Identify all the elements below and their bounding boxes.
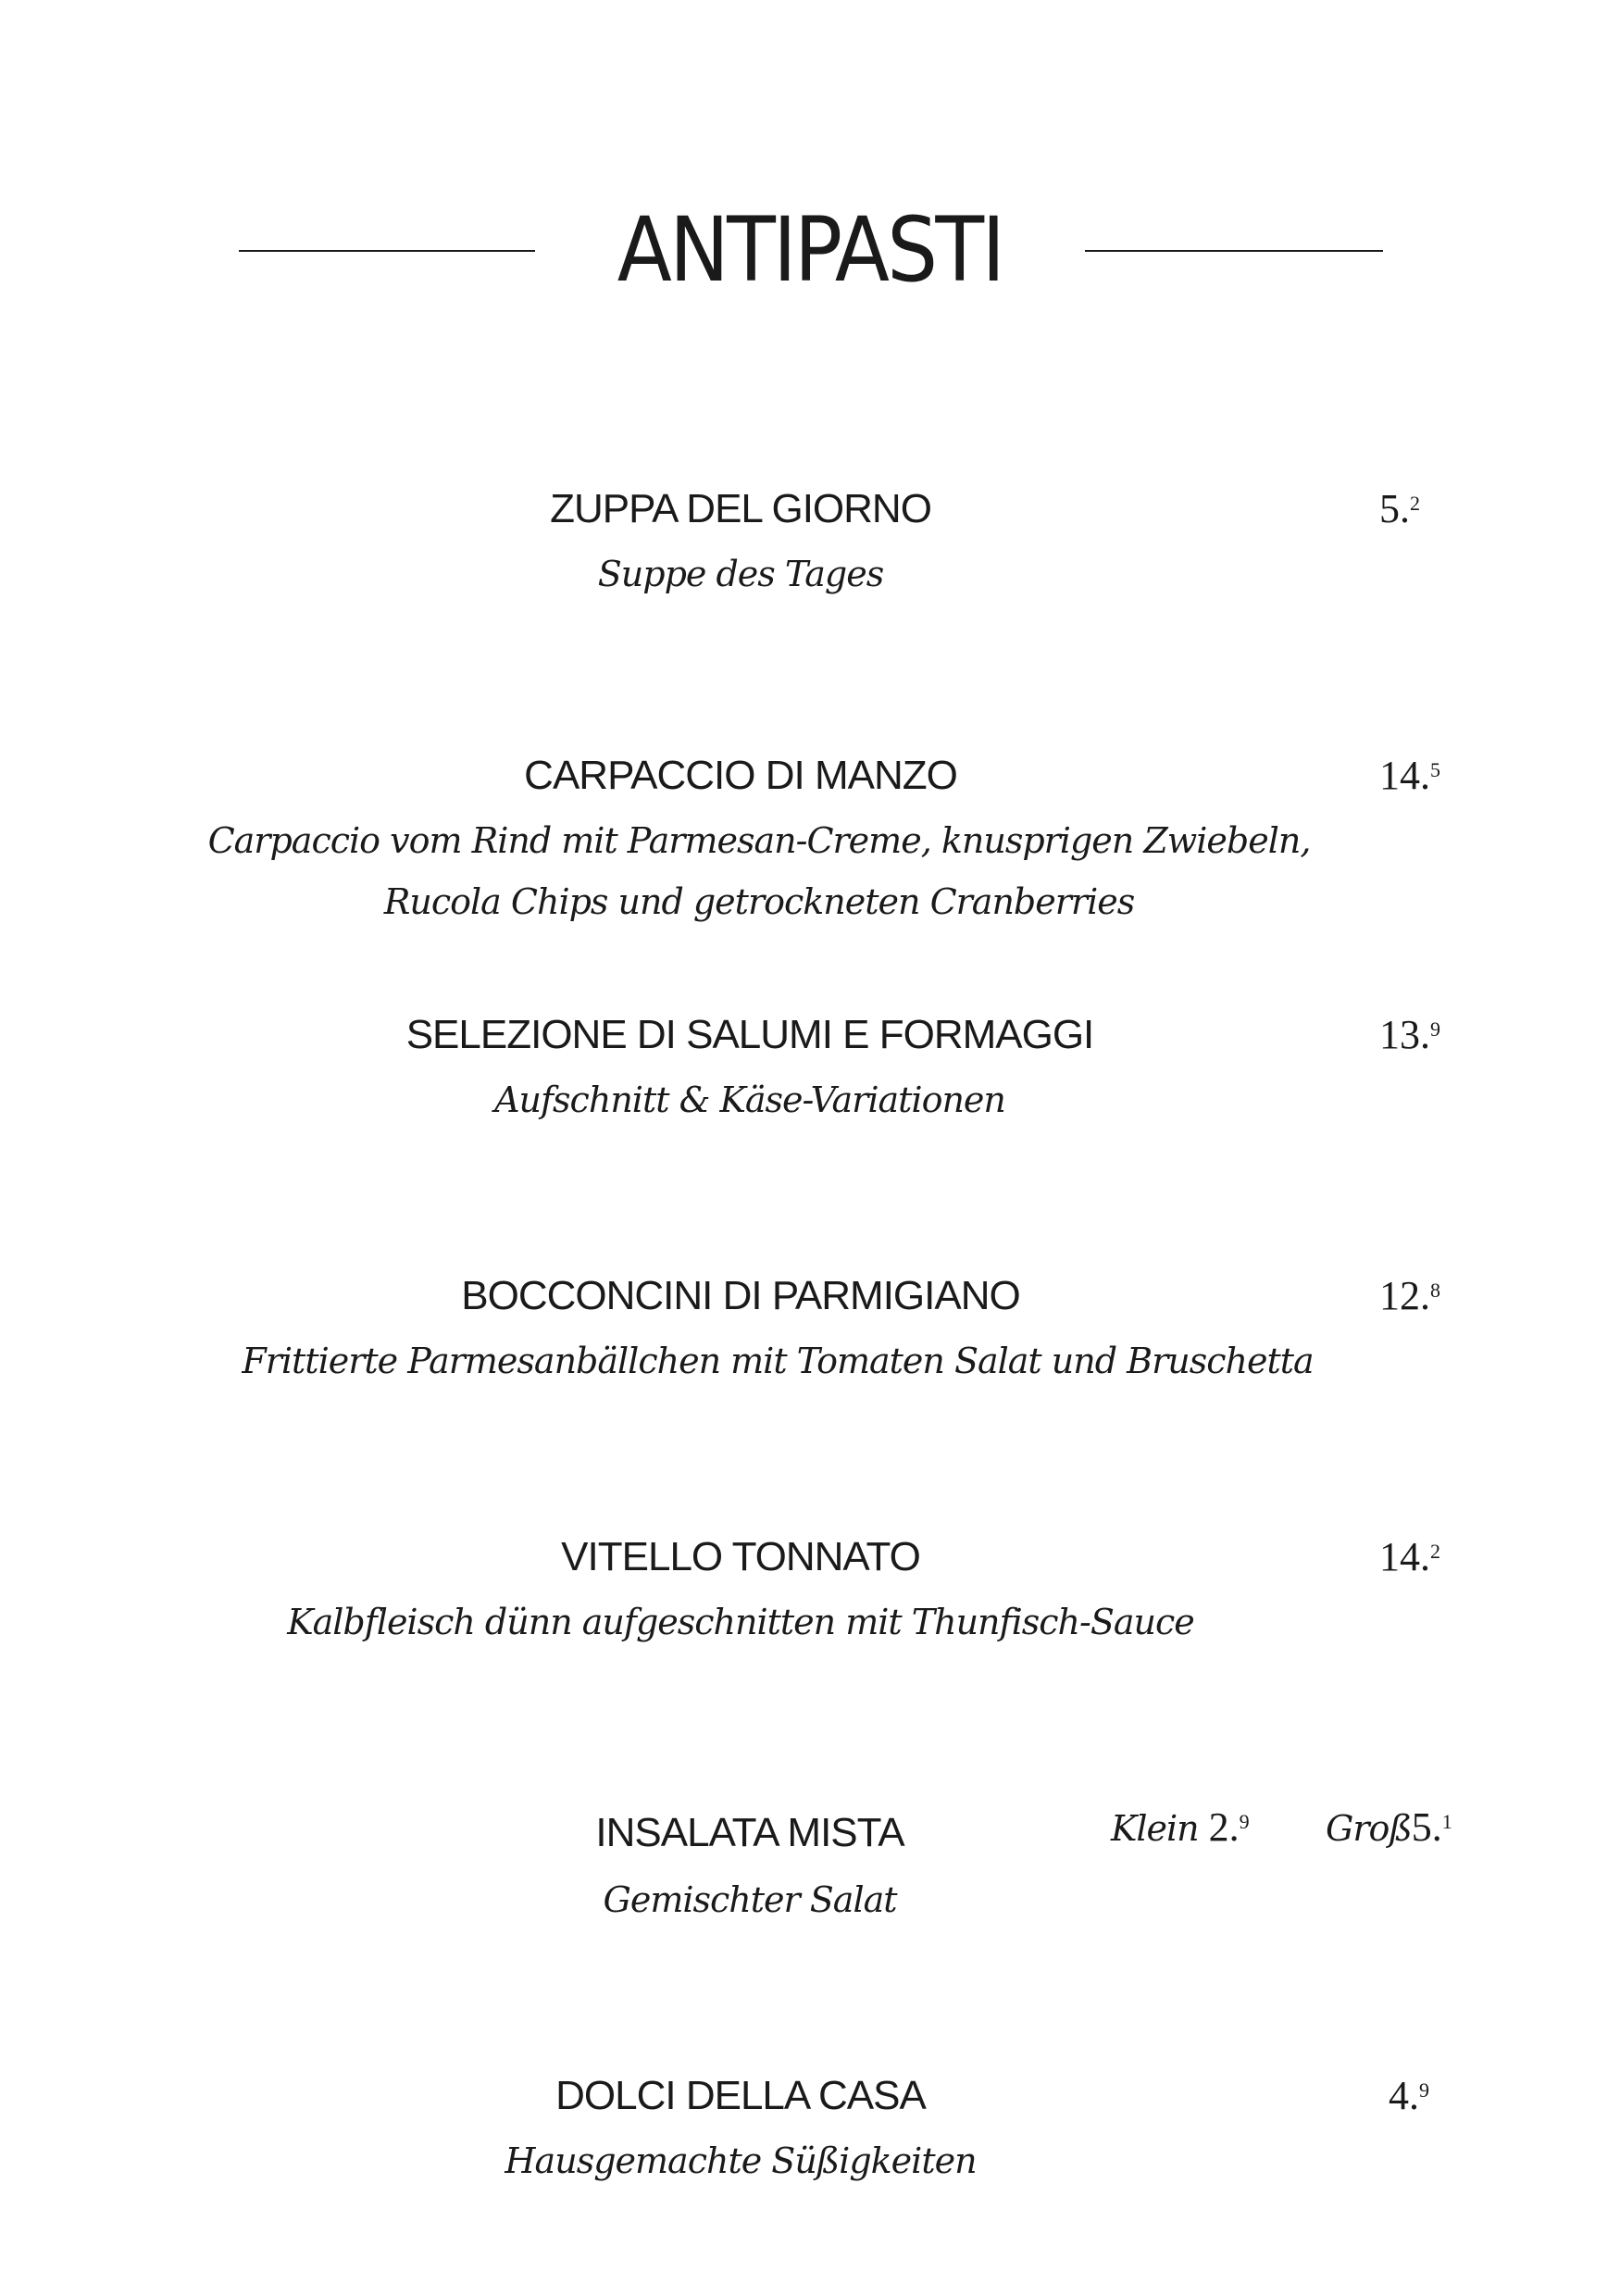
item-price-bocconcini [1379, 1268, 1440, 1324]
item-price-insalata-large [1326, 1800, 1452, 1856]
item-desc-zuppa: Suppe des Tages [597, 554, 884, 594]
price-cents: 9 [1419, 2078, 1429, 2102]
price-cents: 2 [1430, 1540, 1440, 1563]
item-price-carpaccio [1379, 748, 1440, 804]
item-desc-bocconcini: Frittierte Parmesanbällchen mit Tomaten Salat und Bruschetta [242, 1341, 1314, 1381]
item-price-zuppa [1379, 481, 1420, 537]
item-name-carpaccio: CARPACCIO DI MANZO [524, 753, 957, 798]
price-cents: 8 [1430, 1279, 1440, 1302]
item-name-zuppa: ZUPPA DEL GIORNO [550, 486, 931, 531]
size-label-large: Groß [1326, 1808, 1412, 1849]
price-cents: 2 [1410, 492, 1420, 515]
item-desc-dolci: Hausgemachte Süßigkeiten [505, 2140, 977, 2181]
price-cents: 1 [1441, 1810, 1452, 1833]
size-label-small: Klein [1111, 1808, 1199, 1849]
item-desc-vitello: Kalbfleisch dünn aufgeschnitten mit Thunfisch-Sauce [287, 1602, 1194, 1642]
price-cents: 9 [1239, 1810, 1250, 1833]
price-main: 14. [1379, 1534, 1430, 1579]
item-price-dolci [1389, 2068, 1429, 2124]
title-divider-right [1085, 250, 1383, 252]
price-main: 13. [1379, 1012, 1430, 1057]
item-name-bocconcini: BOCCONCINI DI PARMIGIANO [461, 1273, 1020, 1318]
item-name-insalata: INSALATA MISTA [595, 1810, 904, 1855]
item-name-selezione: SELEZIONE DI SALUMI E FORMAGGI [405, 1012, 1094, 1057]
price-main: 14. [1379, 753, 1430, 798]
price-cents: 9 [1430, 1017, 1440, 1041]
item-price-selezione [1379, 1007, 1440, 1063]
item-name-dolci: DOLCI DELLA CASA [555, 2073, 926, 2118]
price-main: 5. [1379, 486, 1410, 531]
item-name-vitello: VITELLO TONNATO [561, 1534, 920, 1579]
price-cents: 5 [1430, 758, 1440, 781]
price-main: 12. [1379, 1273, 1430, 1318]
item-desc-carpaccio-line-2: Rucola Chips und getrockneten Cranberries [383, 881, 1135, 922]
menu-header [0, 190, 1620, 310]
price-main: 2. [1208, 1804, 1240, 1850]
item-desc-insalata: Gemischter Salat [603, 1879, 897, 1920]
price-main: 5. [1411, 1804, 1442, 1850]
title-divider-left [239, 250, 535, 252]
item-price-vitello [1379, 1529, 1440, 1585]
page-title: ANTIPASTI [617, 198, 1003, 302]
item-price-insalata-small [1111, 1800, 1250, 1856]
item-desc-selezione: Aufschnitt & Käse-Variationen [494, 1079, 1005, 1120]
item-desc-carpaccio-line-1: Carpaccio vom Rind mit Parmesan-Creme, knusprigen Zwiebeln, [207, 820, 1311, 861]
price-main: 4. [1389, 2073, 1419, 2118]
